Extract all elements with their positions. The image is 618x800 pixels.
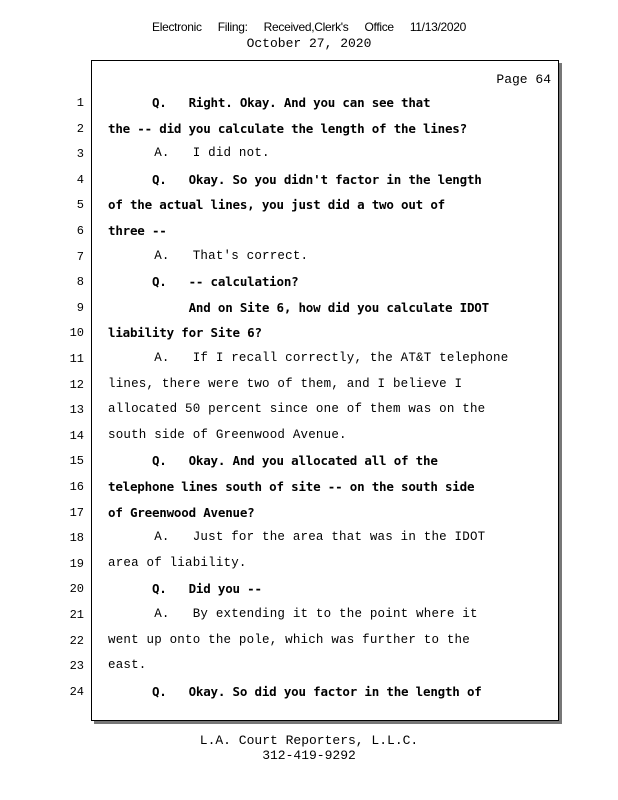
reporter-phone: 312-419-9292 (262, 748, 356, 763)
transcript-line: liability for Site 6? (108, 325, 262, 340)
deposition-date: October 27, 2020 (246, 36, 372, 51)
line-number: 19 (69, 557, 84, 571)
line-number: 22 (69, 634, 84, 648)
footer (0, 733, 618, 763)
line-number: 5 (76, 198, 84, 212)
line-number: 7 (76, 250, 84, 264)
transcript-line: area of liability. (108, 556, 247, 570)
transcript-line: went up onto the pole, which was further to the (108, 633, 470, 647)
transcript-line: And on Site 6, how did you calculate IDOT (108, 300, 489, 315)
transcript-line: Q. Okay. And you allocated all of the (108, 453, 438, 468)
transcript-line: allocated 50 percent since one of them was on the (108, 402, 486, 416)
transcript-line: of Greenwood Avenue? (108, 505, 255, 520)
transcript-line: A. If I recall correctly, the AT&T telephone (108, 351, 509, 365)
line-number: 15 (69, 454, 84, 468)
line-number: 16 (69, 480, 84, 494)
transcript-line: A. That's correct. (108, 249, 309, 263)
filing-stamp-part: Received,Clerk's (263, 20, 349, 34)
line-number: 8 (76, 275, 84, 289)
line-number: 4 (76, 173, 84, 187)
line-number: 23 (69, 659, 84, 673)
transcript-line: south side of Greenwood Avenue. (108, 428, 347, 442)
filing-stamp-part: Electronic (152, 20, 202, 34)
line-number: 17 (69, 506, 84, 520)
line-number: 12 (69, 378, 84, 392)
transcript-line: Q. Okay. So you didn't factor in the length (108, 172, 482, 187)
page-number: Page 64 (496, 72, 551, 87)
line-number: 2 (76, 122, 84, 136)
line-number: 9 (76, 301, 84, 315)
line-number: 14 (69, 429, 84, 443)
transcript-line: A. By extending it to the point where it (108, 607, 478, 621)
filing-stamp-part: 11/13/2020 (409, 20, 466, 34)
filing-stamp-part: Office (364, 20, 394, 34)
line-number: 10 (69, 326, 84, 340)
transcript-line: of the actual lines, you just did a two out of (108, 197, 445, 212)
line-number: 3 (76, 147, 84, 161)
line-number: 18 (69, 531, 84, 545)
transcript-line: Q. Did you -- (108, 581, 262, 596)
line-number: 13 (69, 403, 84, 417)
transcript-line: Q. Okay. So did you factor in the length of (108, 684, 482, 699)
filing-stamp (0, 20, 618, 34)
filing-stamp-part: Filing: (217, 20, 248, 34)
reporter-company: L.A. Court Reporters, L.L.C. (199, 733, 419, 748)
transcript-line: telephone lines south of site -- on the south side (108, 479, 475, 494)
transcript-line: the -- did you calculate the length of the lines? (108, 121, 467, 136)
transcript-line: A. Just for the area that was in the IDOT (108, 530, 486, 544)
line-number: 20 (69, 582, 84, 596)
line-number: 1 (76, 96, 84, 110)
transcript-line: A. I did not. (108, 146, 270, 160)
transcript-line: Q. Right. Okay. And you can see that (108, 95, 431, 110)
transcript-line: east. (108, 658, 147, 672)
transcript-line: three -- (108, 223, 167, 238)
line-number: 24 (69, 685, 84, 699)
line-number: 21 (69, 608, 84, 622)
transcript-line: Q. -- calculation? (108, 274, 299, 289)
line-number: 6 (76, 224, 84, 238)
transcript-line: lines, there were two of them, and I believe I (108, 377, 463, 391)
line-number: 11 (69, 352, 84, 366)
